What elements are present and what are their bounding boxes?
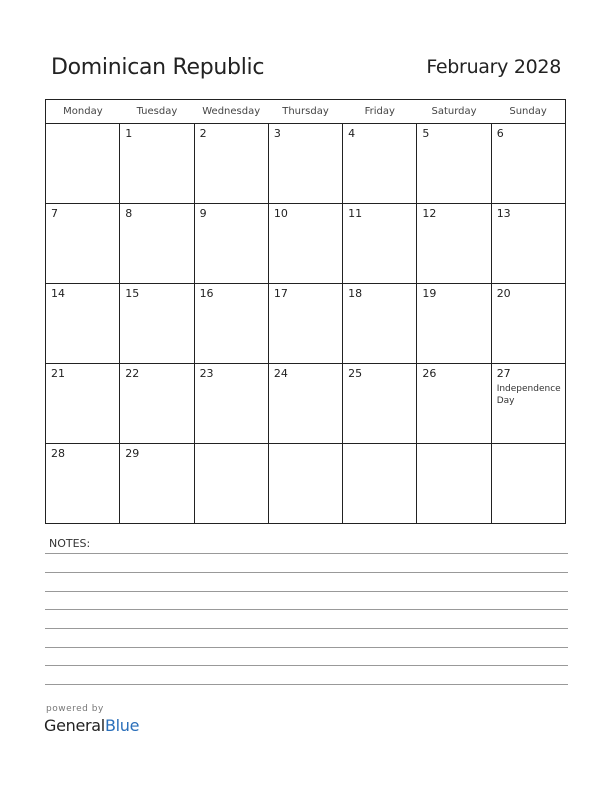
day-number: 11 [348, 207, 363, 220]
calendar-day-cell [120, 124, 194, 204]
day-number: 2 [199, 127, 207, 140]
day-number: 9 [199, 207, 207, 220]
calendar-day-cell [194, 364, 268, 444]
weekday-saturday: Saturday [417, 100, 491, 124]
calendar-day-cell [46, 204, 120, 284]
weekday-sunday: Sunday [491, 100, 565, 124]
day-number: 10 [273, 207, 288, 220]
day-number: 22 [125, 367, 140, 380]
calendar-day-cell [268, 364, 342, 444]
notes-line [45, 665, 568, 666]
calendar-day-cell [46, 364, 120, 444]
notes-line [45, 628, 568, 629]
day-number: 17 [273, 287, 288, 300]
calendar-day-cell [194, 124, 268, 204]
generalblue-logo [44, 716, 139, 735]
day-number: 3 [273, 127, 281, 140]
notes-line [45, 591, 568, 592]
calendar-day-cell [46, 124, 120, 204]
weekday-friday: Friday [343, 100, 417, 124]
day-number: 24 [273, 367, 288, 380]
calendar-day-cell [268, 204, 342, 284]
day-number: 4 [348, 127, 356, 140]
calendar-day-cell [491, 124, 565, 204]
notes-line [45, 684, 568, 685]
calendar-day-cell [194, 444, 268, 524]
calendar-day-cell [194, 284, 268, 364]
weekday-monday: Monday [46, 100, 120, 124]
day-number: 6 [496, 127, 504, 140]
calendar-day-cell [46, 444, 120, 524]
calendar-day-cell [268, 124, 342, 204]
logo-blue-text: Blue [104, 716, 140, 735]
day-number: 16 [199, 287, 214, 300]
day-number: 18 [348, 287, 363, 300]
calendar-week-row [46, 284, 566, 364]
calendar-day-cell [491, 444, 565, 524]
weekday-header-row [46, 100, 566, 124]
calendar-day-cell [343, 284, 417, 364]
day-number: 5 [422, 127, 430, 140]
day-number: 15 [125, 287, 140, 300]
calendar-day-cell [343, 124, 417, 204]
weekday-wednesday: Wednesday [194, 100, 268, 124]
holiday-label: Independence Day [496, 384, 561, 406]
calendar-day-cell [46, 284, 120, 364]
calendar-week-row [46, 204, 566, 284]
calendar-day-cell [343, 204, 417, 284]
day-number: 13 [496, 207, 511, 220]
notes-line [45, 553, 568, 554]
calendar-day-cell [120, 204, 194, 284]
logo-general-text: General [44, 716, 105, 735]
day-number: 14 [51, 287, 65, 300]
calendar-day-cell [417, 124, 491, 204]
powered-by-text: powered by [46, 704, 104, 714]
calendar-day-cell [417, 444, 491, 524]
month-title: February 2028 [426, 56, 561, 78]
calendar-day-cell [417, 204, 491, 284]
calendar-week-row [46, 444, 566, 524]
day-number: 20 [496, 287, 511, 300]
calendar-day-cell [491, 204, 565, 284]
day-number: 23 [199, 367, 214, 380]
day-number: 29 [125, 447, 140, 460]
notes-line [45, 572, 568, 573]
day-number: 26 [422, 367, 437, 380]
notes-line [45, 647, 568, 648]
day-number: 7 [51, 207, 58, 220]
weekday-tuesday: Tuesday [120, 100, 194, 124]
day-number: 25 [348, 367, 363, 380]
day-number: 12 [422, 207, 437, 220]
calendar-day-cell [491, 284, 565, 364]
calendar-day-cell [120, 444, 194, 524]
country-title: Dominican Republic [51, 55, 265, 80]
day-number: 1 [125, 127, 133, 140]
calendar-day-cell [268, 444, 342, 524]
calendar-day-cell [120, 284, 194, 364]
day-number: 27 [496, 367, 511, 380]
calendar-week-row [46, 364, 566, 444]
calendar-day-cell [194, 204, 268, 284]
calendar-grid [45, 99, 566, 524]
calendar-day-cell [120, 364, 194, 444]
calendar-day-cell [491, 364, 565, 444]
notes-line [45, 609, 568, 610]
notes-label: NOTES: [49, 537, 91, 550]
calendar-day-cell [417, 284, 491, 364]
calendar-day-cell [343, 444, 417, 524]
day-number: 28 [51, 447, 65, 460]
calendar-day-cell [268, 284, 342, 364]
day-number: 21 [51, 367, 65, 380]
calendar-day-cell [343, 364, 417, 444]
weekday-thursday: Thursday [268, 100, 342, 124]
calendar-week-row [46, 124, 566, 204]
calendar-day-cell [417, 364, 491, 444]
day-number: 19 [422, 287, 437, 300]
day-number: 8 [125, 207, 133, 220]
